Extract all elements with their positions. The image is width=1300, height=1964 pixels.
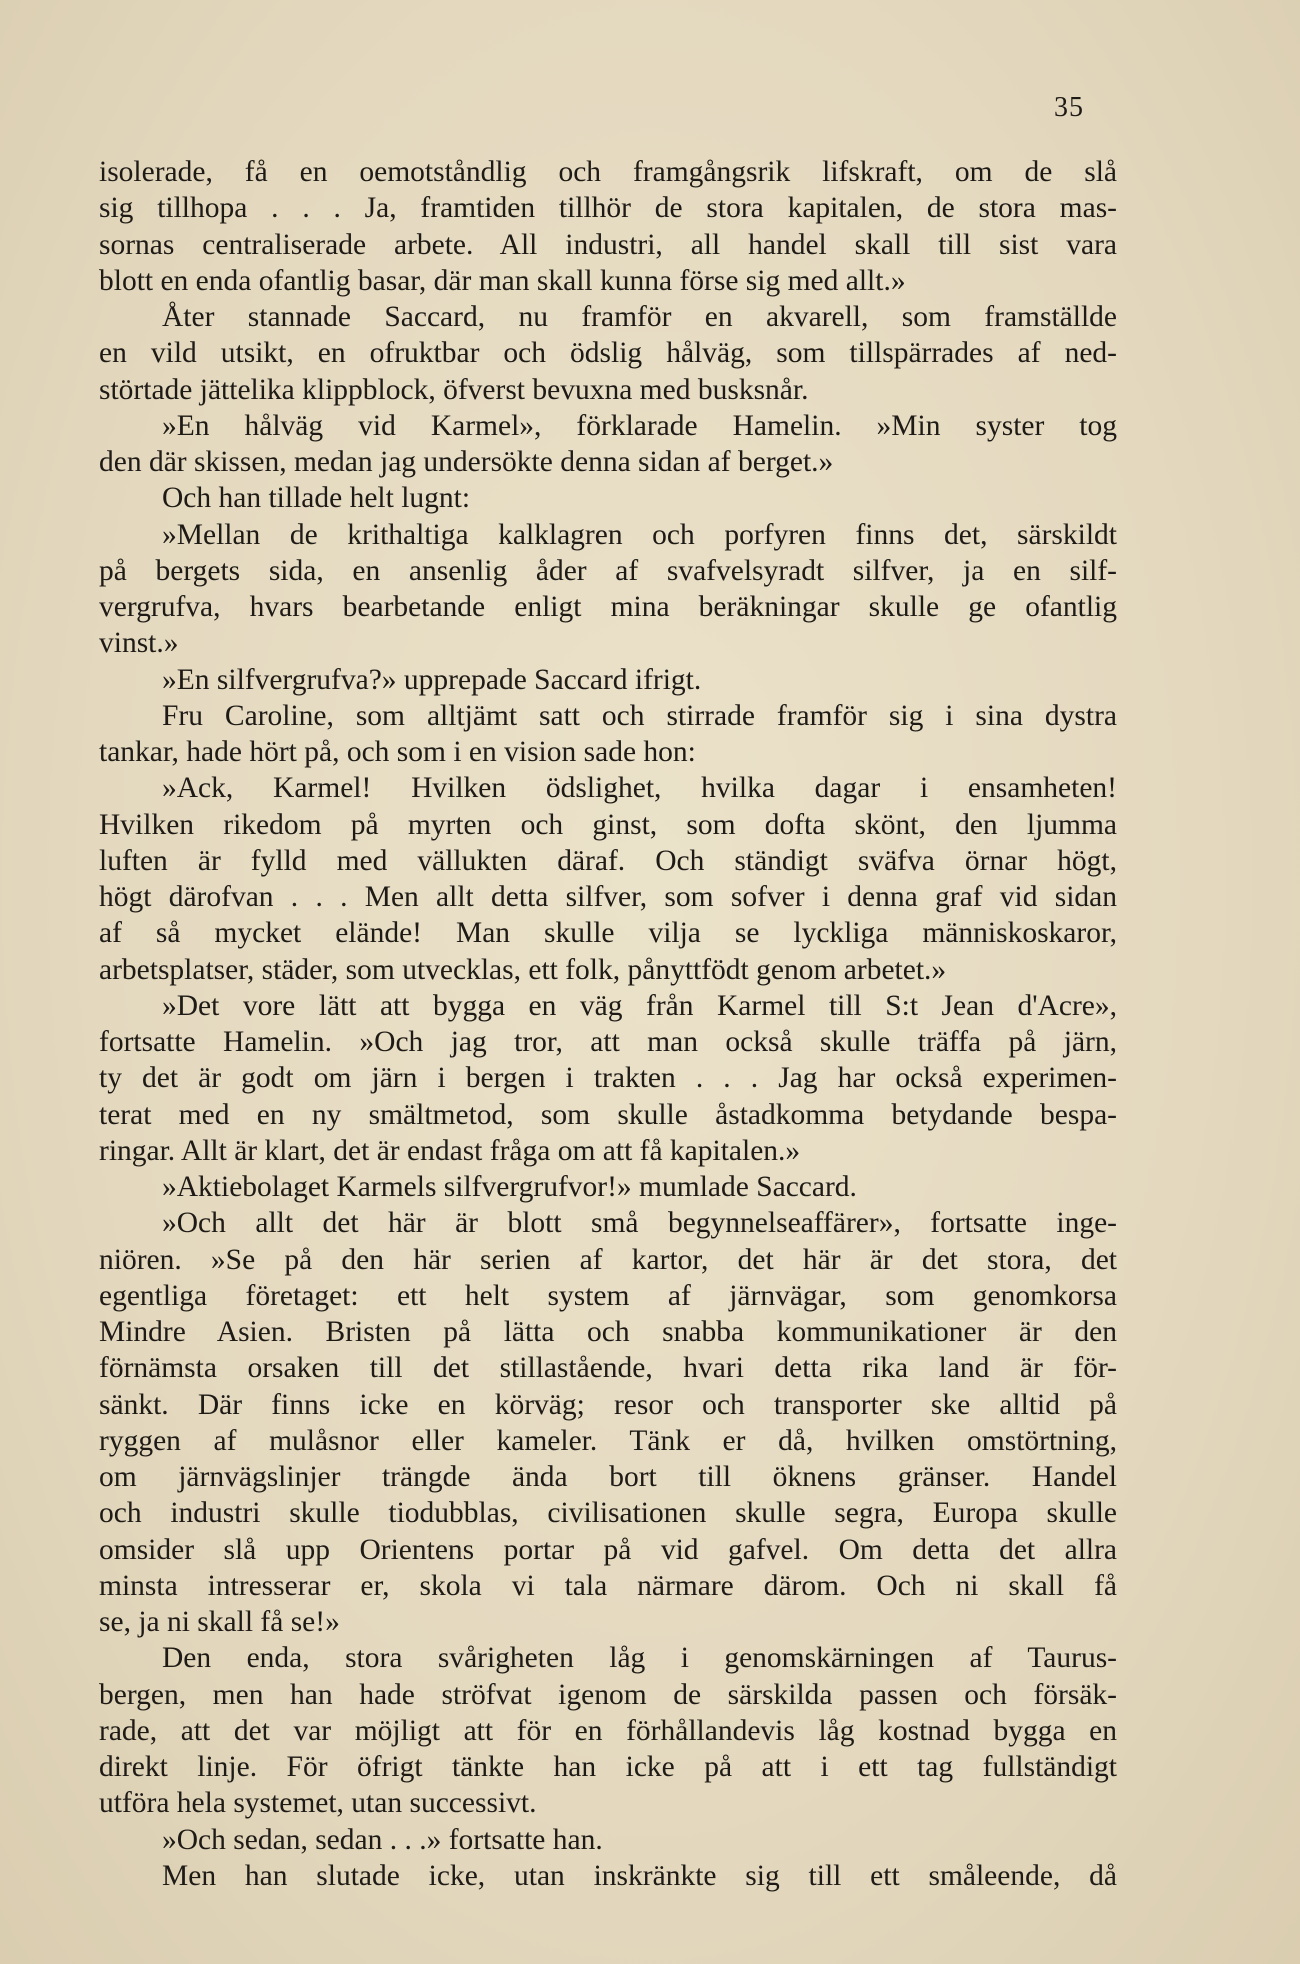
text-line: direkt linje. För öfrigt tänkte han icke på att i ett tag fullständigt bbox=[99, 1751, 1117, 1783]
text-line: isolerade, få en oemotståndlig och framgångsrik lifskraft, om de slå bbox=[99, 156, 1117, 188]
text-line: en vild utsikt, en ofruktbar och ödslig hålväg, som tillspärrades af ned- bbox=[99, 337, 1117, 370]
text-line: »Det vore lätt att bygga en väg från Karmel till S:t Jean d'Acre», bbox=[162, 989, 1117, 1022]
body-text bbox=[99, 154, 1117, 1894]
text-line: utföra hela systemet, utan successivt. bbox=[99, 1787, 537, 1820]
text-line: bergen, men han hade ströfvat igenom de särskilda passen och försäk- bbox=[99, 1678, 1117, 1711]
text-line: af så mycket elände! Man skulle vilja se lyckliga människoskaror, bbox=[99, 917, 1117, 950]
text-line: blott en enda ofantlig basar, där man skall kunna förse sig med allt.» bbox=[99, 264, 906, 297]
text-line: och industri skulle tiodubblas, civilisationen skulle segra, Europa skulle bbox=[99, 1497, 1117, 1530]
page-number: 35 bbox=[1054, 92, 1084, 123]
text-line: Fru Caroline, som alltjämt satt och stirrade framför sig i sina dystra bbox=[162, 699, 1117, 732]
text-line: »Mellan de krithaltiga kalklagren och porfyren finns det, särskildt bbox=[162, 518, 1117, 551]
text-line: sig tillhopa . . . Ja, framtiden tillhör de stora kapitalen, de stora mas- bbox=[99, 192, 1117, 225]
text-line: »Och sedan, sedan . . .» fortsatte han. bbox=[162, 1823, 603, 1856]
text-line: Den enda, stora svårigheten låg i genomskärningen af Taurus- bbox=[162, 1642, 1117, 1675]
text-line: arbetsplatser, städer, som utvecklas, ett folk, pånyttfödt genom arbetet.» bbox=[99, 953, 947, 986]
text-line: »En hålväg vid Karmel», förklarade Hamelin. »Min syster tog bbox=[162, 409, 1117, 442]
text-line: egentliga företaget: ett helt system af järnvägar, som genomkorsa bbox=[99, 1279, 1117, 1312]
text-line: förnämsta orsaken till det stillastående, hvari detta rika land är för- bbox=[99, 1352, 1117, 1385]
text-line: på bergets sida, en ansenlig åder af svafvelsyradt silfver, ja en silf- bbox=[99, 554, 1117, 587]
text-line: Hvilken rikedom på myrten och ginst, som dofta skönt, den ljumma bbox=[99, 808, 1117, 841]
text-line: fortsatte Hamelin. »Och jag tror, att man också skulle träffa på järn, bbox=[99, 1026, 1117, 1058]
text-line: den där skissen, medan jag undersökte denna sidan af berget.» bbox=[99, 446, 834, 478]
text-line: ringar. Allt är klart, det är endast fråga om att få kapitalen.» bbox=[99, 1134, 801, 1167]
text-line: vergrufva, hvars bearbetande enligt mina beräkningar skulle ge ofantlig bbox=[99, 591, 1117, 623]
text-line: »Aktiebolaget Karmels silfvergrufvor!» mumlade Saccard. bbox=[162, 1171, 857, 1203]
text-line: niören. »Se på den här serien af kartor, det här är det stora, det bbox=[99, 1243, 1117, 1276]
text-line: Åter stannade Saccard, nu framför en akvarell, som framställde bbox=[162, 301, 1117, 333]
text-line: ryggen af mulåsnor eller kameler. Tänk er då, hvilken omstörtning, bbox=[99, 1424, 1117, 1457]
text-line: se, ja ni skall få se!» bbox=[99, 1606, 340, 1638]
text-line: omsider slå upp Orientens portar på vid gafvel. Om detta det allra bbox=[99, 1533, 1117, 1566]
text-line: »En silfvergrufva?» upprepade Saccard ifrigt. bbox=[162, 663, 702, 696]
text-line: om järnvägslinjer trängde ända bort till öknens gränser. Handel bbox=[99, 1461, 1117, 1493]
text-line: ty det är godt om järn i bergen i trakten . . . Jag har också experimen- bbox=[99, 1062, 1117, 1095]
text-line: störtade jättelika klippblock, öfverst bevuxna med busksnår. bbox=[99, 373, 809, 406]
text-line: Och han tillade helt lugnt: bbox=[162, 482, 471, 515]
text-line: rade, att det var möjligt att för en förhållandevis låg kostnad bygga en bbox=[99, 1714, 1117, 1747]
text-line: »Ack, Karmel! Hvilken ödslighet, hvilka dagar i ensamheten! bbox=[162, 772, 1117, 805]
text-line: sänkt. Där finns icke en körväg; resor och transporter ske alltid på bbox=[99, 1388, 1117, 1421]
text-line: terat med en ny smältmetod, som skulle åstadkomma betydande bespa- bbox=[99, 1098, 1117, 1131]
text-line: sornas centraliserade arbete. All industri, all handel skall till sist vara bbox=[99, 228, 1117, 261]
text-line: vinst.» bbox=[99, 627, 179, 660]
text-line: luften är fylld med vällukten däraf. Och ständigt sväfva örnar högt, bbox=[99, 844, 1117, 877]
text-line: Men han slutade icke, utan inskränkte sig till ett småleende, då bbox=[162, 1859, 1117, 1892]
text-line: tankar, hade hört på, och som i en vision sade hon: bbox=[99, 736, 696, 768]
text-line: Mindre Asien. Bristen på lätta och snabba kommunikationer är den bbox=[99, 1316, 1117, 1348]
text-line: högt därofvan . . . Men allt detta silfver, som sofver i denna graf vid sidan bbox=[99, 881, 1117, 913]
text-line: minsta intresserar er, skola vi tala närmare därom. Och ni skall få bbox=[99, 1569, 1117, 1602]
text-line: »Och allt det här är blott små begynnelseaffärer», fortsatte inge- bbox=[162, 1207, 1117, 1240]
